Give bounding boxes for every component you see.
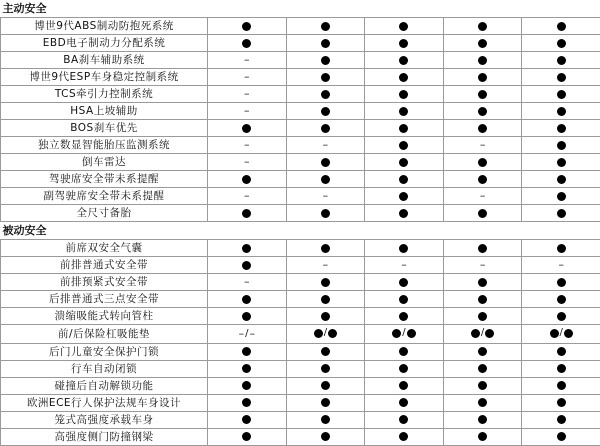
trim-value-cell — [365, 411, 444, 428]
filled-dot-icon — [399, 141, 408, 150]
filled-dot-icon — [557, 415, 566, 424]
trim-value-cell — [208, 428, 287, 445]
table-row — [1, 154, 600, 171]
filled-dot-icon — [557, 432, 566, 441]
trim-value-cell: – — [443, 188, 522, 205]
filled-dot-icon — [399, 39, 408, 48]
trim-value-cell — [286, 308, 365, 325]
trim-value-cell — [208, 240, 287, 257]
filled-dot-icon — [321, 295, 330, 304]
trim-value-cell — [522, 137, 600, 154]
filled-dot-icon — [399, 158, 408, 167]
table-row — [1, 377, 600, 394]
trim-value-cell — [365, 343, 444, 360]
trim-value-cell — [208, 377, 287, 394]
filled-dot-icon — [478, 295, 487, 304]
trim-value-cell — [286, 18, 365, 35]
filled-dot-icon — [478, 209, 487, 218]
filled-dot-icon — [321, 381, 330, 390]
trim-value-cell — [286, 103, 365, 120]
trim-value-cell — [208, 18, 287, 35]
table-row — [1, 205, 600, 222]
filled-dot-icon — [557, 398, 566, 407]
section-title: 被动安全 — [1, 222, 600, 240]
trim-value-cell: – — [443, 137, 522, 154]
section-header-active — [1, 0, 600, 18]
table-row — [1, 188, 600, 205]
filled-dot-icon — [242, 432, 251, 441]
filled-dot-icon — [242, 295, 251, 304]
filled-dot-icon — [321, 244, 330, 253]
trim-value-cell — [286, 86, 365, 103]
trim-value-cell — [365, 240, 444, 257]
table-row — [1, 69, 600, 86]
trim-value-cell — [365, 291, 444, 308]
filled-dot-icon — [399, 124, 408, 133]
trim-value-cell: – — [208, 103, 287, 120]
feature-label: 博世9代ESP车身稳定控制系统 — [1, 69, 208, 86]
filled-dot-icon — [399, 209, 408, 218]
table-row — [1, 360, 600, 377]
table-row — [1, 325, 600, 344]
trim-value-cell — [522, 360, 600, 377]
filled-dot-icon — [557, 90, 566, 99]
filled-dot-icon — [321, 364, 330, 373]
trim-value-cell — [522, 205, 600, 222]
trim-value-cell — [208, 35, 287, 52]
filled-dot-icon — [399, 73, 408, 82]
trim-value-cell — [443, 360, 522, 377]
filled-dot-icon — [478, 278, 487, 287]
filled-dot-icon — [242, 209, 251, 218]
filled-dot-icon — [557, 364, 566, 373]
filled-dot-icon — [321, 56, 330, 65]
feature-label: 碰撞后自动解锁功能 — [1, 377, 208, 394]
trim-value-cell — [522, 35, 600, 52]
filled-dot-icon — [478, 364, 487, 373]
filled-dot-icon — [242, 244, 251, 253]
trim-value-cell — [443, 428, 522, 445]
filled-dot-icon — [321, 312, 330, 321]
trim-value-cell: – — [208, 188, 287, 205]
trim-value-cell: / — [443, 325, 522, 344]
feature-label: 驾驶席安全带未系提醒 — [1, 171, 208, 188]
trim-value-cell — [522, 240, 600, 257]
table-row — [1, 274, 600, 291]
filled-dot-icon — [557, 141, 566, 150]
filled-dot-icon — [399, 192, 408, 201]
trim-value-cell: – — [443, 257, 522, 274]
trim-value-cell — [208, 360, 287, 377]
filled-dot-icon — [478, 107, 487, 116]
trim-value-cell — [365, 103, 444, 120]
section-header-passive — [1, 222, 600, 240]
feature-label: 副驾驶席安全带未系提醒 — [1, 188, 208, 205]
filled-dot-icon — [399, 347, 408, 356]
feature-label: 博世9代ABS制动防抱死系统 — [1, 18, 208, 35]
filled-dot-icon — [321, 39, 330, 48]
trim-value-cell — [522, 18, 600, 35]
filled-dot-icon — [399, 244, 408, 253]
table-row — [1, 240, 600, 257]
trim-value-cell — [522, 171, 600, 188]
trim-value-cell: – / – — [208, 325, 287, 344]
trim-value-cell — [365, 137, 444, 154]
filled-dot-icon — [242, 124, 251, 133]
trim-value-cell — [443, 291, 522, 308]
trim-value-cell — [522, 86, 600, 103]
trim-value-cell: – — [208, 137, 287, 154]
trim-value-cell: – — [286, 257, 365, 274]
trim-value-cell — [208, 394, 287, 411]
filled-dot-icon — [242, 261, 251, 270]
table-row — [1, 35, 600, 52]
trim-value-cell — [522, 411, 600, 428]
feature-label: 全尺寸备胎 — [1, 205, 208, 222]
feature-label: 独立数显智能胎压监测系统 — [1, 137, 208, 154]
trim-value-cell — [443, 274, 522, 291]
feature-label: 后排普通式三点安全带 — [1, 291, 208, 308]
trim-value-cell — [286, 274, 365, 291]
filled-dot-icon — [321, 209, 330, 218]
trim-value-cell — [286, 428, 365, 445]
trim-value-cell — [443, 154, 522, 171]
trim-value-cell — [286, 120, 365, 137]
filled-dot-icon — [399, 415, 408, 424]
filled-dot-icon — [392, 329, 401, 338]
trim-value-cell — [286, 411, 365, 428]
filled-dot-icon — [321, 278, 330, 287]
trim-value-cell: – — [208, 154, 287, 171]
trim-value-cell — [522, 394, 600, 411]
trim-value-cell — [443, 35, 522, 52]
filled-dot-icon — [242, 398, 251, 407]
trim-value-cell: – — [522, 257, 600, 274]
filled-dot-icon — [242, 347, 251, 356]
filled-dot-icon — [557, 158, 566, 167]
filled-dot-icon — [478, 432, 487, 441]
filled-dot-icon — [242, 415, 251, 424]
feature-label: 前/后保险杠吸能垫 — [1, 325, 208, 344]
trim-value-cell: – — [286, 137, 365, 154]
filled-dot-icon — [321, 415, 330, 424]
trim-value-cell — [286, 394, 365, 411]
filled-dot-icon — [242, 22, 251, 31]
table-row — [1, 103, 600, 120]
trim-value-cell — [365, 428, 444, 445]
filled-dot-icon — [478, 90, 487, 99]
filled-dot-icon — [321, 90, 330, 99]
table-row — [1, 120, 600, 137]
filled-dot-icon — [314, 329, 323, 338]
feature-label: 前排预紧式安全带 — [1, 274, 208, 291]
trim-value-cell — [208, 343, 287, 360]
trim-value-cell: / — [286, 325, 365, 344]
trim-value-cell: – — [208, 274, 287, 291]
table-row — [1, 18, 600, 35]
filled-dot-icon — [321, 124, 330, 133]
feature-label: 后门儿童安全保护门锁 — [1, 343, 208, 360]
trim-value-cell — [522, 52, 600, 69]
filled-dot-icon — [399, 107, 408, 116]
filled-dot-icon — [321, 347, 330, 356]
filled-dot-icon — [321, 107, 330, 116]
trim-value-cell — [365, 377, 444, 394]
trim-value-cell — [286, 240, 365, 257]
feature-label: 前席双安全气囊 — [1, 240, 208, 257]
filled-dot-icon — [557, 278, 566, 287]
trim-value-cell — [365, 69, 444, 86]
trim-value-cell — [208, 291, 287, 308]
table-row — [1, 394, 600, 411]
trim-value-cell — [365, 86, 444, 103]
trim-value-cell — [286, 343, 365, 360]
filled-dot-icon — [399, 90, 408, 99]
trim-value-cell — [286, 205, 365, 222]
filled-dot-icon — [557, 347, 566, 356]
filled-dot-icon — [321, 73, 330, 82]
feature-label: 欧洲ECE行人保护法规车身设计 — [1, 394, 208, 411]
trim-value-cell — [443, 103, 522, 120]
trim-value-cell — [208, 257, 287, 274]
filled-dot-icon — [478, 415, 487, 424]
trim-value-cell: / — [365, 325, 444, 344]
trim-value-cell — [443, 205, 522, 222]
trim-value-cell — [365, 120, 444, 137]
filled-dot-icon — [328, 329, 337, 338]
trim-value-cell: – — [365, 257, 444, 274]
filled-dot-icon — [564, 329, 573, 338]
trim-value-cell: / — [522, 325, 600, 344]
table-row — [1, 291, 600, 308]
filled-dot-icon — [242, 39, 251, 48]
filled-dot-icon — [478, 73, 487, 82]
feature-label: BA刹车辅助系统 — [1, 52, 208, 69]
trim-value-cell — [365, 154, 444, 171]
filled-dot-icon — [242, 364, 251, 373]
filled-dot-icon — [478, 56, 487, 65]
trim-value-cell — [443, 343, 522, 360]
trim-value-cell — [365, 188, 444, 205]
trim-value-cell — [443, 171, 522, 188]
trim-value-cell — [522, 103, 600, 120]
feature-label: TCS牵引力控制系统 — [1, 86, 208, 103]
trim-value-cell — [522, 291, 600, 308]
filled-dot-icon — [478, 22, 487, 31]
trim-value-cell — [208, 411, 287, 428]
trim-value-cell — [443, 377, 522, 394]
trim-value-cell — [208, 120, 287, 137]
table-row — [1, 171, 600, 188]
filled-dot-icon — [242, 381, 251, 390]
section-title: 主动安全 — [1, 0, 600, 18]
feature-label: 前排普通式安全带 — [1, 257, 208, 274]
trim-value-cell — [286, 69, 365, 86]
feature-label: EBD电子制动力分配系统 — [1, 35, 208, 52]
trim-value-cell — [286, 35, 365, 52]
filled-dot-icon — [321, 432, 330, 441]
filled-dot-icon — [242, 312, 251, 321]
table-row — [1, 308, 600, 325]
trim-value-cell — [208, 308, 287, 325]
filled-dot-icon — [399, 364, 408, 373]
table-row — [1, 86, 600, 103]
filled-dot-icon — [557, 381, 566, 390]
trim-value-cell — [443, 120, 522, 137]
filled-dot-icon — [478, 244, 487, 253]
feature-label: 倒车雷达 — [1, 154, 208, 171]
trim-value-cell — [522, 428, 600, 445]
filled-dot-icon — [557, 175, 566, 184]
filled-dot-icon — [557, 244, 566, 253]
filled-dot-icon — [557, 295, 566, 304]
trim-value-cell — [208, 171, 287, 188]
trim-value-cell — [522, 154, 600, 171]
filled-dot-icon — [399, 312, 408, 321]
filled-dot-icon — [478, 398, 487, 407]
filled-dot-icon — [321, 22, 330, 31]
filled-dot-icon — [478, 347, 487, 356]
filled-dot-icon — [557, 22, 566, 31]
table-row — [1, 411, 600, 428]
trim-value-cell — [286, 377, 365, 394]
filled-dot-icon — [550, 329, 559, 338]
table-row — [1, 343, 600, 360]
feature-label: 溃缩吸能式转向管柱 — [1, 308, 208, 325]
trim-value-cell — [365, 308, 444, 325]
filled-dot-icon — [399, 175, 408, 184]
trim-value-cell: – — [208, 86, 287, 103]
trim-value-cell — [443, 86, 522, 103]
filled-dot-icon — [399, 381, 408, 390]
trim-value-cell — [443, 69, 522, 86]
trim-value-cell — [365, 35, 444, 52]
table-row — [1, 52, 600, 69]
feature-label: 笼式高强度承载车身 — [1, 411, 208, 428]
trim-value-cell — [522, 120, 600, 137]
trim-value-cell — [365, 171, 444, 188]
trim-value-cell — [522, 343, 600, 360]
feature-label: 行车自动闭锁 — [1, 360, 208, 377]
filled-dot-icon — [399, 398, 408, 407]
trim-value-cell — [443, 18, 522, 35]
filled-dot-icon — [399, 295, 408, 304]
filled-dot-icon — [321, 158, 330, 167]
filled-dot-icon — [321, 175, 330, 184]
filled-dot-icon — [557, 107, 566, 116]
filled-dot-icon — [478, 312, 487, 321]
trim-value-cell — [443, 411, 522, 428]
trim-value-cell: – — [208, 52, 287, 69]
filled-dot-icon — [478, 175, 487, 184]
filled-dot-icon — [478, 124, 487, 133]
trim-value-cell — [365, 274, 444, 291]
filled-dot-icon — [242, 175, 251, 184]
trim-value-cell — [286, 291, 365, 308]
trim-value-cell — [522, 69, 600, 86]
filled-dot-icon — [557, 312, 566, 321]
trim-value-cell — [365, 52, 444, 69]
trim-value-cell — [286, 52, 365, 69]
trim-value-cell — [522, 274, 600, 291]
filled-dot-icon — [557, 124, 566, 133]
trim-value-cell — [443, 394, 522, 411]
filled-dot-icon — [407, 329, 416, 338]
trim-value-cell — [522, 377, 600, 394]
trim-value-cell — [522, 188, 600, 205]
filled-dot-icon — [557, 73, 566, 82]
filled-dot-icon — [478, 39, 487, 48]
trim-value-cell — [443, 240, 522, 257]
feature-label: HSA上坡辅助 — [1, 103, 208, 120]
filled-dot-icon — [478, 158, 487, 167]
table-row — [1, 137, 600, 154]
trim-value-cell — [443, 52, 522, 69]
trim-value-cell — [365, 394, 444, 411]
trim-value-cell — [286, 154, 365, 171]
trim-value-cell — [365, 18, 444, 35]
filled-dot-icon — [399, 432, 408, 441]
feature-label: 高强度侧门防撞钢梁 — [1, 428, 208, 445]
filled-dot-icon — [478, 381, 487, 390]
filled-dot-icon — [557, 56, 566, 65]
trim-value-cell: – — [286, 188, 365, 205]
table-row — [1, 428, 600, 445]
trim-value-cell: – — [208, 69, 287, 86]
filled-dot-icon — [399, 56, 408, 65]
filled-dot-icon — [471, 329, 480, 338]
filled-dot-icon — [557, 39, 566, 48]
trim-value-cell — [522, 308, 600, 325]
filled-dot-icon — [321, 398, 330, 407]
trim-value-cell — [208, 205, 287, 222]
trim-value-cell — [286, 360, 365, 377]
trim-value-cell — [443, 308, 522, 325]
filled-dot-icon — [399, 278, 408, 287]
trim-value-cell — [365, 205, 444, 222]
filled-dot-icon — [399, 22, 408, 31]
filled-dot-icon — [557, 209, 566, 218]
feature-label: BOS刹车优先 — [1, 120, 208, 137]
table-row — [1, 257, 600, 274]
filled-dot-icon — [485, 329, 494, 338]
trim-value-cell — [365, 360, 444, 377]
filled-dot-icon — [557, 192, 566, 201]
trim-value-cell — [286, 171, 365, 188]
